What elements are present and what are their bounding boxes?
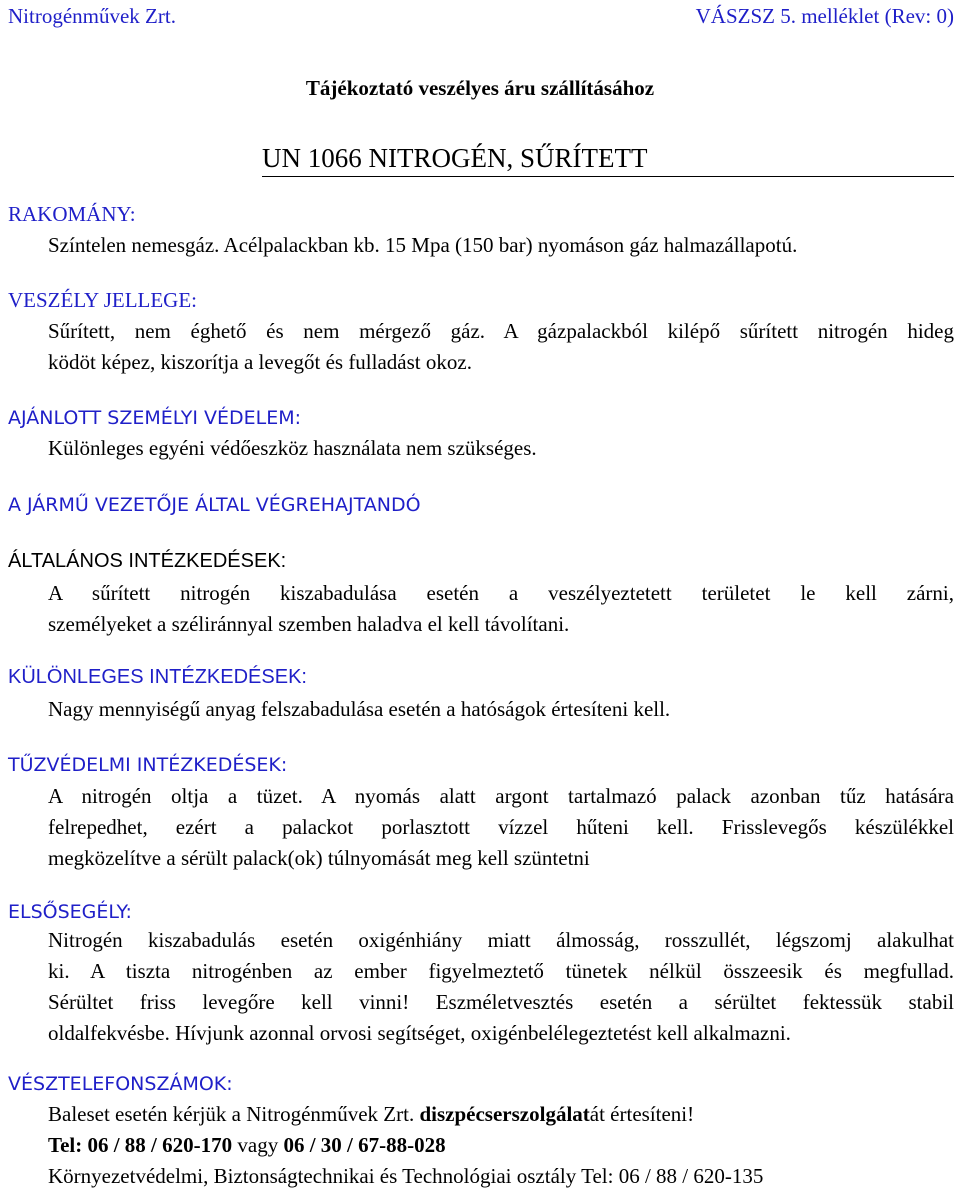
hazard-line-1: Sűrített, nem éghető és nem mérgező gáz. A gázpalackból kilépő sűrített nitrogén hideg xyxy=(48,319,954,343)
emergency-line-1-post: át értesíteni! xyxy=(589,1102,695,1126)
special-text xyxy=(48,694,954,725)
cargo-text xyxy=(48,230,954,261)
first-aid-line-1: Nitrogén kiszabadulás esetén oxigénhiány miatt álmosság, rosszullét, légszomj alakulhat xyxy=(48,928,954,952)
emergency-text xyxy=(48,1099,954,1192)
first-aid-line-4: oldalfekvésbe. Hívjunk azonnal orvosi segítséget, oxigénbelélegeztetést kell alkalmazni. xyxy=(48,1021,791,1045)
general-line-1: A sűrített nitrogén kiszabadulása esetén a veszélyeztetett területet le kell zárni, xyxy=(48,581,954,605)
protection-text xyxy=(48,433,954,464)
cargo-line: Színtelen nemesgáz. Acélpalackban kb. 15 Mpa (150 bar) nyomáson gáz halmazállapotú. xyxy=(48,233,798,257)
fire-line-2: felrepedhet, ezért a palackot porlasztott vízzel hűteni kell. Frisslevegős készülékkel xyxy=(48,815,954,839)
hazard-text xyxy=(48,316,954,378)
protection-line: Különleges egyéni védőeszköz használata nem szükséges. xyxy=(48,436,537,460)
special-line: Nagy mennyiségű anyag felszabadulása esetén a hatóságok értesíteni kell. xyxy=(48,697,671,721)
emergency-phone-primary: Tel: 06 / 88 / 620-170 xyxy=(48,1133,233,1157)
general-heading: ÁLTALÁNOS INTÉZKEDÉSEK: xyxy=(8,550,287,572)
emergency-phone-line xyxy=(48,1130,954,1161)
first-aid-heading: ELSŐSEGÉLY: xyxy=(8,901,132,923)
protection-heading: AJÁNLOTT SZEMÉLYI VÉDELEM: xyxy=(8,407,302,429)
general-text xyxy=(48,578,954,640)
fire-heading: TŰZVÉDELMI INTÉZKEDÉSEK: xyxy=(8,754,288,776)
fire-line-1: A nitrogén oltja a tüzet. A nyomás alatt argont tartalmazó palack azonban tűz hatására xyxy=(48,784,954,808)
fire-text xyxy=(48,781,954,874)
driver-heading: A JÁRMŰ VEZETŐJE ÁLTAL VÉGREHAJTANDÓ xyxy=(8,494,421,516)
header-document-ref: VÁSZSZ 5. melléklet (Rev: 0) xyxy=(695,4,954,28)
document-title: Tájékoztató veszélyes áru szállításához xyxy=(305,76,655,100)
hazard-heading: VESZÉLY JELLEGE: xyxy=(8,288,197,312)
general-line-2: személyeket a széliránnyal szemben haladva el kell távolítani. xyxy=(48,612,570,636)
emergency-line-1 xyxy=(48,1099,954,1130)
emergency-phone-alt: 06 / 30 / 67-88-028 xyxy=(283,1133,446,1157)
fire-line-3: megközelítve a sérült palack(ok) túlnyomását meg kell szüntetni xyxy=(48,846,590,870)
document-subtitle: UN 1066 NITROGÉN, SŰRÍTETT xyxy=(262,140,954,177)
emergency-heading: VÉSZTELEFONSZÁMOK: xyxy=(8,1073,233,1095)
cargo-heading: RAKOMÁNY: xyxy=(8,202,136,226)
emergency-dispatch-bold: diszpécserszolgálat xyxy=(419,1102,590,1126)
first-aid-line-2: ki. A tiszta nitrogénben az ember figyelmeztető tünetek nélkül összeesik és megfullad. xyxy=(48,959,954,983)
emergency-phone-or: vagy xyxy=(232,1133,284,1157)
first-aid-line-3: Sérültet friss levegőre kell vinni! Eszméletvesztés esetén a sérültet fektessük stabil xyxy=(48,990,954,1014)
emergency-line-3: Környezetvédelmi, Biztonságtechnikai és Technológiai osztály Tel: 06 / 88 / 620-135 xyxy=(48,1164,764,1188)
emergency-line-1-pre: Baleset esetén kérjük a Nitrogénművek Zrt. xyxy=(48,1102,420,1126)
header-company: Nitrogénművek Zrt. xyxy=(8,4,176,28)
hazard-line-2: ködöt képez, kiszorítja a levegőt és fulladást okoz. xyxy=(48,350,472,374)
first-aid-text xyxy=(48,925,954,1049)
special-heading: KÜLÖNLEGES INTÉZKEDÉSEK: xyxy=(8,666,307,688)
